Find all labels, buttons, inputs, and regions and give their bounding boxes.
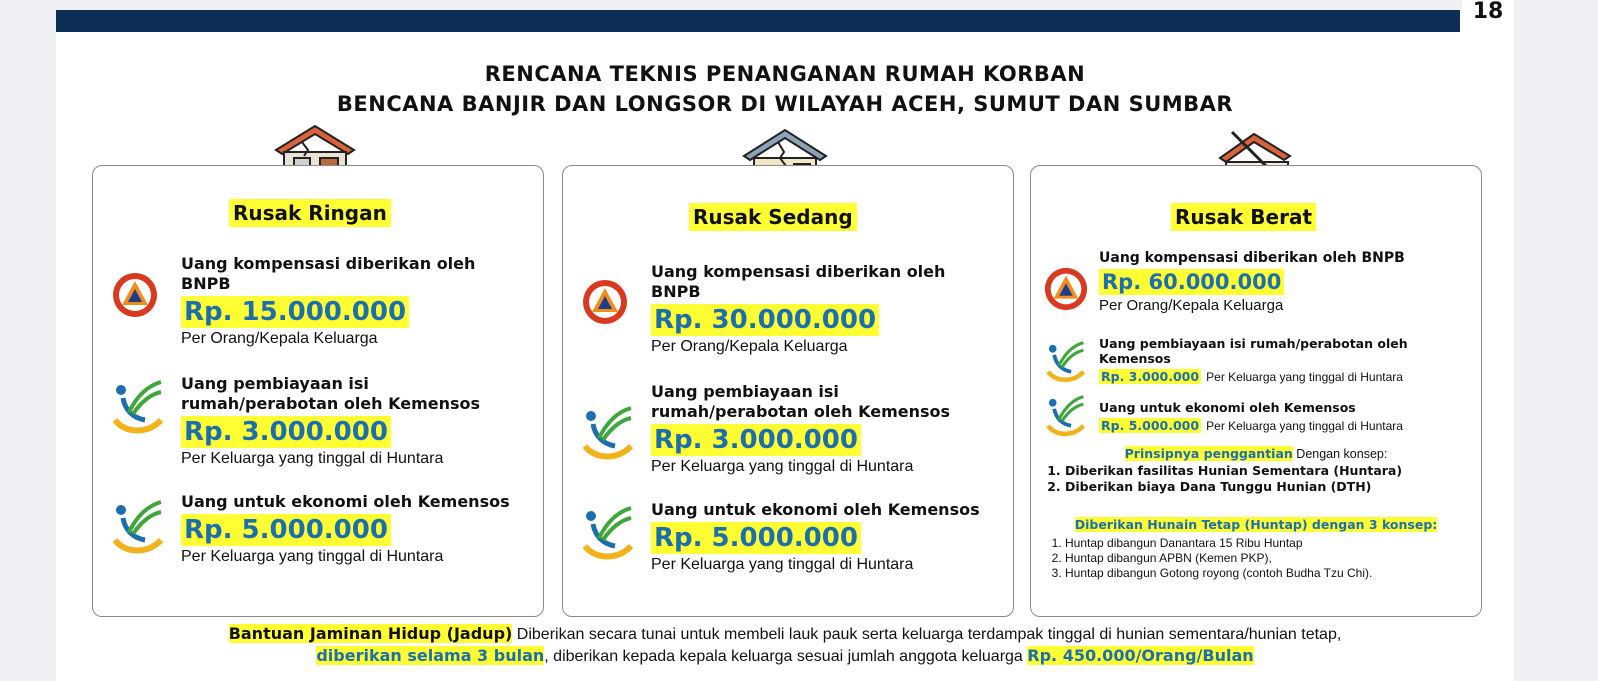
kemensos-logo-icon [581, 502, 633, 562]
huntap-title: Diberikan Hunain Tetap (Huntap) dengan 3 konsep: [1074, 517, 1438, 532]
compensation-sub: Per Orang/Kepala Keluarga [1099, 297, 1284, 314]
kemensos-logo-icon [1045, 338, 1085, 384]
footer-line-1 [56, 624, 1514, 644]
list-item: 2. Huntap dibangun APBN (Kemen PKP), [1065, 551, 1469, 566]
jadup-text: Diberikan secara tunai untuk membeli lauk pauk serta keluarga terdampak tinggal di hunian sementara/hunian tetap, [516, 626, 1342, 643]
economy-sub: Per Keluarga yang tinggal di Huntara [1206, 419, 1403, 433]
economy-sub: Per Keluarga yang tinggal di Huntara [181, 548, 444, 565]
bnpb-logo-icon [111, 271, 159, 319]
list-item: 1. Diberikan fasilitas Hunian Sementara (Huntara) [1065, 463, 1469, 479]
principle-list [1043, 463, 1469, 495]
kemensos-logo-icon [1045, 392, 1085, 438]
compensation-amount: Rp. 60.000.000 [1099, 269, 1284, 295]
furniture-sub: Per Keluarga yang tinggal di Huntara [651, 458, 914, 475]
economy-label: Uang untuk ekonomi oleh Kemensos [1099, 400, 1356, 415]
furniture-amount: Rp. 3.000.000 [651, 424, 861, 456]
economy-label: Uang untuk ekonomi oleh Kemensos [181, 492, 510, 511]
jadup-highlight: Bantuan Jaminan Hidup (Jadup) [228, 624, 513, 643]
card-title: Rusak Sedang [689, 203, 857, 231]
jadup-amount: Rp. 450.000/Orang/Bulan [1027, 646, 1254, 665]
principle-text: Dengan konsep: [1296, 447, 1388, 461]
card-rusak-berat [1030, 165, 1482, 617]
principle-highlight: Prinsipnya penggantian [1124, 446, 1293, 461]
header-bar [56, 10, 1460, 32]
furniture-label: Uang pembiayaan isi rumah/perabotan oleh Kemensos [651, 382, 951, 421]
furniture-amount: Rp. 3.000.000 [1101, 369, 1200, 384]
card-rusak-sedang [562, 165, 1014, 617]
furniture-sub: Per Keluarga yang tinggal di Huntara [1206, 370, 1403, 384]
furniture-amount: Rp. 3.000.000 [181, 416, 391, 448]
compensation-sub: Per Orang/Kepala Keluarga [651, 338, 848, 355]
title-line-1: RENCANA TEKNIS PENANGANAN RUMAH KORBAN [484, 62, 1086, 86]
compensation-label: Uang kompensasi diberikan oleh BNPB [1099, 250, 1405, 266]
bnpb-logo-icon [581, 278, 629, 326]
furniture-label: Uang pembiayaan isi rumah/perabotan oleh Kemensos [1099, 336, 1408, 366]
card-rusak-ringan [92, 165, 544, 617]
huntap-list [1043, 536, 1469, 581]
compensation-amount: Rp. 15.000.000 [181, 296, 409, 328]
card-title: Rusak Ringan [229, 199, 391, 227]
economy-amount: Rp. 5.000.000 [1101, 418, 1200, 433]
economy-sub: Per Keluarga yang tinggal di Huntara [651, 556, 914, 573]
footer-mid-text: , diberikan kepada kepala keluarga sesuai jumlah anggota keluarga [544, 648, 1023, 665]
compensation-sub: Per Orang/Kepala Keluarga [181, 330, 378, 347]
compensation-label: Uang kompensasi diberikan oleh BNPB [651, 262, 946, 301]
compensation-label: Uang kompensasi diberikan oleh BNPB [181, 254, 476, 293]
kemensos-logo-icon [111, 496, 163, 556]
kemensos-logo-icon [581, 402, 633, 462]
kemensos-logo-icon [111, 376, 163, 436]
duration-highlight: diberikan selama 3 bulan [316, 646, 545, 665]
list-item: 3. Huntap dibangun Gotong royong (contoh Budha Tzu Chi). [1065, 566, 1469, 581]
furniture-label: Uang pembiayaan isi rumah/perabotan oleh Kemensos [181, 374, 481, 413]
economy-amount: Rp. 5.000.000 [651, 522, 861, 554]
economy-amount: Rp. 5.000.000 [181, 514, 391, 546]
compensation-amount: Rp. 30.000.000 [651, 304, 879, 336]
economy-label: Uang untuk ekonomi oleh Kemensos [651, 500, 980, 519]
title-line-2: BENCANA BANJIR DAN LONGSOR DI WILAYAH ACEH, SUMUT DAN SUMBAR [336, 92, 1234, 116]
list-item: 1. Huntap dibangun Danantara 15 Ribu Huntap [1065, 536, 1469, 551]
page-number: 18 [1462, 0, 1514, 24]
card-title: Rusak Berat [1171, 203, 1316, 231]
list-item: 2. Diberikan biaya Dana Tunggu Hunian (DTH) [1065, 479, 1469, 495]
bnpb-logo-icon [1043, 266, 1089, 312]
furniture-sub: Per Keluarga yang tinggal di Huntara [181, 450, 444, 467]
footer-line-2 [56, 646, 1514, 666]
